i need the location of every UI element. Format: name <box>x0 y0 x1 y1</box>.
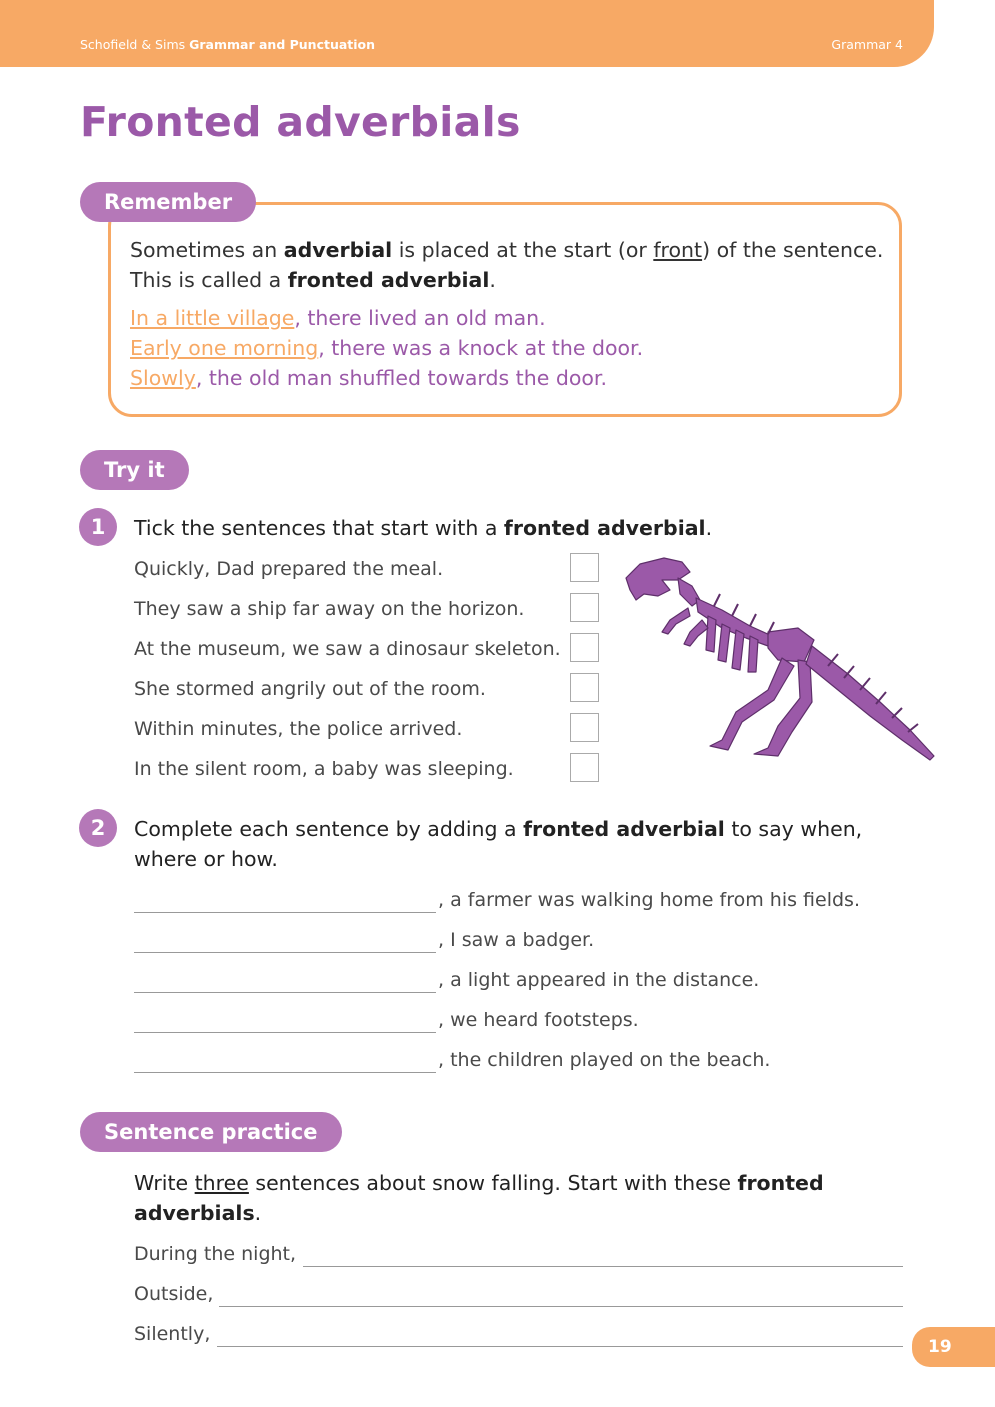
starter-3: Silently, <box>134 1323 211 1345</box>
ending-3: , a light appeared in the distance. <box>438 969 760 991</box>
tick-box-6[interactable] <box>570 753 599 782</box>
remember-label: Remember <box>80 182 256 222</box>
tick-box-3[interactable] <box>570 633 599 662</box>
starter-2: Outside, <box>134 1283 214 1305</box>
tick-box-4[interactable] <box>570 673 599 702</box>
tick-box-5[interactable] <box>570 713 599 742</box>
remember-line-2: This is called a fronted adverbial. <box>130 268 496 292</box>
page-title: Fronted adverbials <box>80 98 521 146</box>
ending-1: , a farmer was walking home from his fields. <box>438 889 860 911</box>
ending-5: , the children played on the beach. <box>438 1049 771 1071</box>
ending-4: , we heard footsteps. <box>438 1009 639 1031</box>
answer-line-1[interactable] <box>134 912 436 913</box>
starter-1: During the night, <box>134 1243 297 1265</box>
answer-line-5[interactable] <box>134 1072 436 1073</box>
remember-line-1: Sometimes an adverbial is placed at the start (or front) of the sentence. <box>130 238 884 262</box>
practice-line-3[interactable] <box>217 1346 903 1347</box>
practice-instruction-line-2: adverbials. <box>134 1201 262 1225</box>
question-1-text: Tick the sentences that start with a fronted adverbial. <box>134 516 713 540</box>
header-book: Grammar 4 <box>831 37 903 52</box>
practice-line-2[interactable] <box>219 1306 903 1307</box>
practice-line-1[interactable] <box>303 1266 903 1267</box>
page-number: 19 <box>912 1327 995 1367</box>
question-2-text-line-2: where or how. <box>134 847 278 871</box>
question-1-number: 1 <box>79 508 117 546</box>
sentence-1: Quickly, Dad prepared the meal. <box>134 558 444 580</box>
sentence-6: In the silent room, a baby was sleeping. <box>134 758 514 780</box>
sentence-3: At the museum, we saw a dinosaur skeleton. <box>134 638 561 660</box>
page-header <box>0 0 934 67</box>
example-2: Early one morning, there was a knock at the door. <box>130 336 644 360</box>
example-3: Slowly, the old man shuffled towards the door. <box>130 366 607 390</box>
tick-box-2[interactable] <box>570 593 599 622</box>
try-it-label: Try it <box>80 450 189 490</box>
sentence-5: Within minutes, the police arrived. <box>134 718 463 740</box>
example-1: In a little village, there lived an old man. <box>130 306 546 330</box>
tick-box-1[interactable] <box>570 553 599 582</box>
question-2-text: Complete each sentence by adding a fronted adverbial to say when, <box>134 817 863 841</box>
answer-line-2[interactable] <box>134 952 436 953</box>
dinosaur-skeleton-icon <box>618 550 938 765</box>
sentence-2: They saw a ship far away on the horizon. <box>134 598 525 620</box>
sentence-4: She stormed angrily out of the room. <box>134 678 486 700</box>
answer-line-4[interactable] <box>134 1032 436 1033</box>
header-series: Schofield & Sims Grammar and Punctuation <box>80 37 376 52</box>
sentence-practice-label: Sentence practice <box>80 1112 342 1152</box>
practice-instruction: Write three sentences about snow falling. Start with these fronted <box>134 1171 824 1195</box>
answer-line-3[interactable] <box>134 992 436 993</box>
question-2-number: 2 <box>79 809 117 847</box>
ending-2: , I saw a badger. <box>438 929 595 951</box>
